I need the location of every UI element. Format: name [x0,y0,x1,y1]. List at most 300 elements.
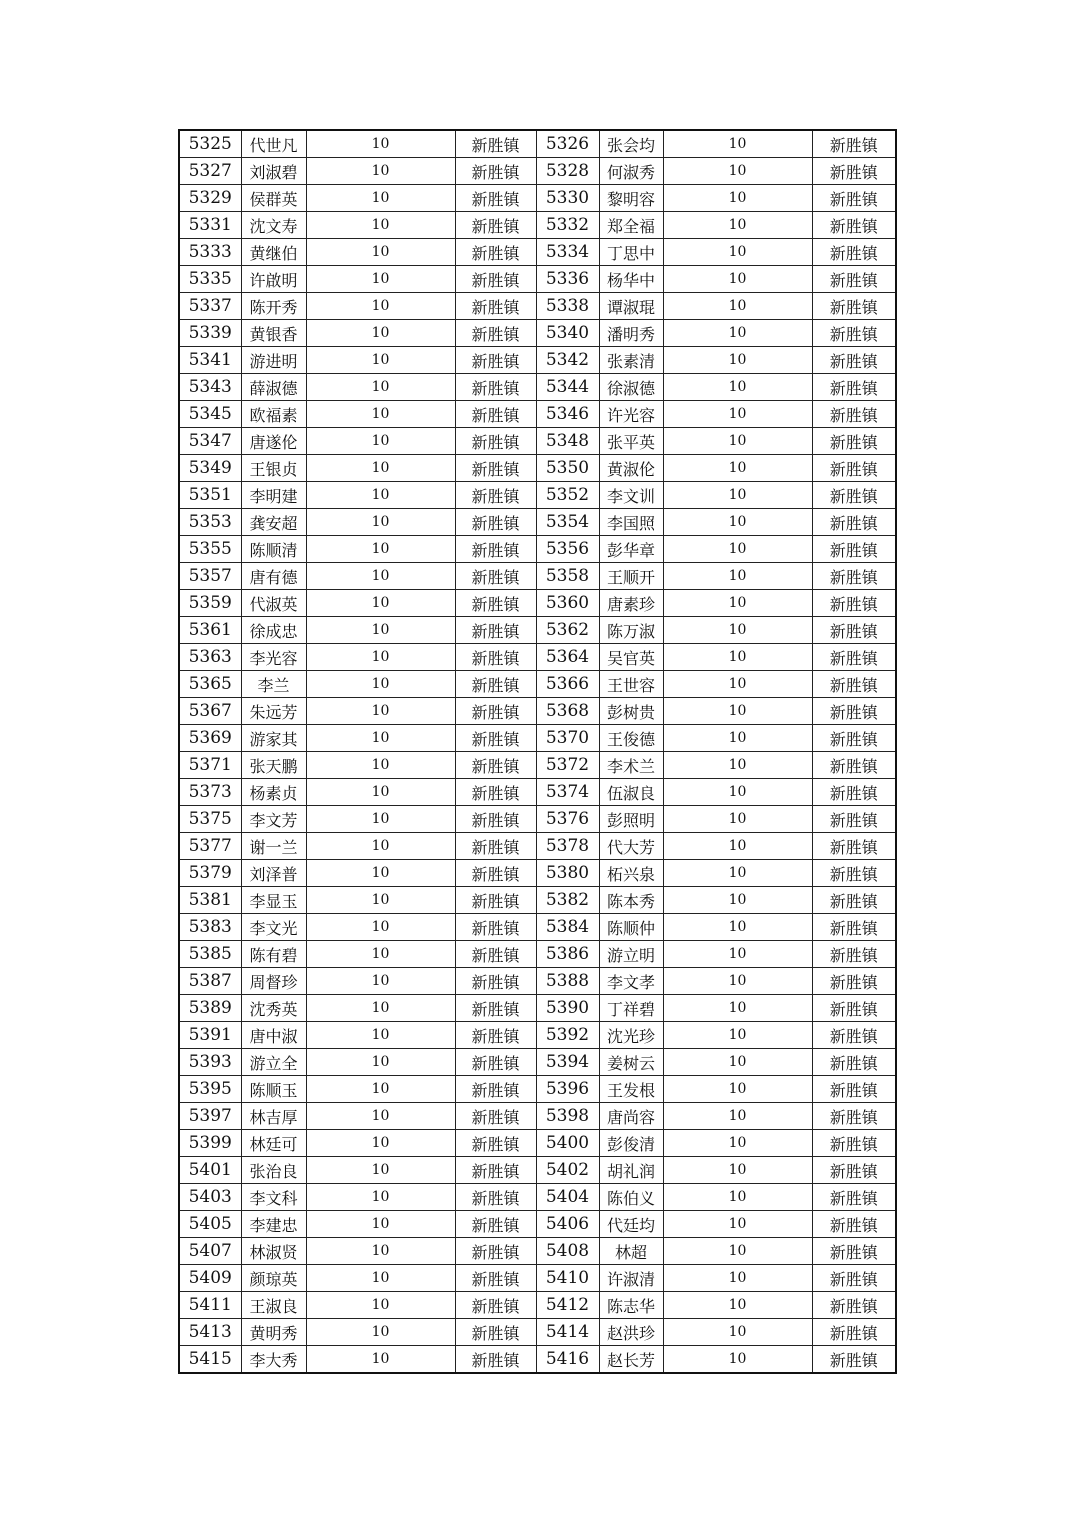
record-number-cell: 5381 [179,887,241,914]
record-number-cell: 5404 [536,1184,599,1211]
person-name-cell: 李文孝 [599,968,663,995]
table-row [179,158,896,185]
person-name-cell: 游家其 [241,725,306,752]
person-name-cell: 胡礼润 [599,1157,663,1184]
table-row [179,1265,896,1292]
town-name-cell: 新胜镇 [455,347,536,374]
person-name-cell: 朱远芳 [241,698,306,725]
record-number-cell: 5325 [179,130,241,158]
person-name-cell: 唐素珍 [599,590,663,617]
record-number-cell: 5327 [179,158,241,185]
record-number-cell: 5393 [179,1049,241,1076]
table-row [179,806,896,833]
town-name-cell: 新胜镇 [812,1130,896,1157]
amount-cell: 10 [306,1049,455,1076]
town-name-cell: 新胜镇 [455,1238,536,1265]
town-name-cell: 新胜镇 [455,1157,536,1184]
amount-cell: 10 [663,698,812,725]
record-number-cell: 5358 [536,563,599,590]
record-number-cell: 5360 [536,590,599,617]
record-number-cell: 5411 [179,1292,241,1319]
person-name-cell: 柘兴泉 [599,860,663,887]
table-row [179,320,896,347]
amount-cell: 10 [663,590,812,617]
record-number-cell: 5336 [536,266,599,293]
person-name-cell: 张素清 [599,347,663,374]
amount-cell: 10 [306,833,455,860]
record-number-cell: 5343 [179,374,241,401]
amount-cell: 10 [663,833,812,860]
amount-cell: 10 [306,1319,455,1346]
record-number-cell: 5326 [536,130,599,158]
town-name-cell: 新胜镇 [812,563,896,590]
person-name-cell: 丁思中 [599,239,663,266]
table-row [179,1211,896,1238]
town-name-cell: 新胜镇 [455,860,536,887]
record-number-cell: 5406 [536,1211,599,1238]
table-row [179,590,896,617]
person-name-cell: 林超 [599,1238,663,1265]
amount-cell: 10 [306,590,455,617]
person-name-cell: 彭树贵 [599,698,663,725]
amount-cell: 10 [663,1103,812,1130]
person-name-cell: 徐成忠 [241,617,306,644]
record-number-cell: 5370 [536,725,599,752]
town-name-cell: 新胜镇 [455,698,536,725]
record-number-cell: 5385 [179,941,241,968]
record-number-cell: 5344 [536,374,599,401]
record-number-cell: 5378 [536,833,599,860]
town-name-cell: 新胜镇 [812,1022,896,1049]
person-name-cell: 王发根 [599,1076,663,1103]
person-name-cell: 陈顺清 [241,536,306,563]
record-number-cell: 5416 [536,1346,599,1374]
amount-cell: 10 [306,401,455,428]
record-number-cell: 5374 [536,779,599,806]
record-number-cell: 5357 [179,563,241,590]
record-number-cell: 5362 [536,617,599,644]
person-name-cell: 谢一兰 [241,833,306,860]
amount-cell: 10 [663,1319,812,1346]
amount-cell: 10 [663,1211,812,1238]
person-name-cell: 游进明 [241,347,306,374]
record-number-cell: 5372 [536,752,599,779]
table-row [179,1184,896,1211]
person-name-cell: 唐遂伦 [241,428,306,455]
person-name-cell: 潘明秀 [599,320,663,347]
amount-cell: 10 [663,1184,812,1211]
amount-cell: 10 [663,455,812,482]
person-name-cell: 许淑清 [599,1265,663,1292]
amount-cell: 10 [663,212,812,239]
record-number-cell: 5399 [179,1130,241,1157]
record-number-cell: 5377 [179,833,241,860]
person-name-cell: 徐淑德 [599,374,663,401]
person-name-cell: 代大芳 [599,833,663,860]
person-name-cell: 何淑秀 [599,158,663,185]
person-name-cell: 彭照明 [599,806,663,833]
person-name-cell: 王世容 [599,671,663,698]
town-name-cell: 新胜镇 [812,401,896,428]
amount-cell: 10 [306,482,455,509]
amount-cell: 10 [306,725,455,752]
record-number-cell: 5373 [179,779,241,806]
person-name-cell: 赵洪珍 [599,1319,663,1346]
town-name-cell: 新胜镇 [455,428,536,455]
record-number-cell: 5351 [179,482,241,509]
person-name-cell: 游立明 [599,941,663,968]
person-name-cell: 李光容 [241,644,306,671]
table-row [179,563,896,590]
person-name-cell: 李明建 [241,482,306,509]
town-name-cell: 新胜镇 [812,644,896,671]
person-name-cell: 李国照 [599,509,663,536]
person-name-cell: 陈志华 [599,1292,663,1319]
person-name-cell: 林淑贤 [241,1238,306,1265]
table-row [179,644,896,671]
town-name-cell: 新胜镇 [812,212,896,239]
town-name-cell: 新胜镇 [455,914,536,941]
person-name-cell: 唐尚容 [599,1103,663,1130]
table-row [179,1130,896,1157]
person-name-cell: 龚安超 [241,509,306,536]
table-row [179,968,896,995]
amount-cell: 10 [663,1265,812,1292]
town-name-cell: 新胜镇 [812,1292,896,1319]
amount-cell: 10 [306,617,455,644]
amount-cell: 10 [663,536,812,563]
record-number-cell: 5368 [536,698,599,725]
table-row [179,1103,896,1130]
town-name-cell: 新胜镇 [812,590,896,617]
amount-cell: 10 [663,941,812,968]
record-number-cell: 5366 [536,671,599,698]
person-name-cell: 许啟明 [241,266,306,293]
town-name-cell: 新胜镇 [455,1049,536,1076]
record-number-cell: 5331 [179,212,241,239]
table-row [179,1076,896,1103]
amount-cell: 10 [663,1292,812,1319]
town-name-cell: 新胜镇 [455,617,536,644]
amount-cell: 10 [306,995,455,1022]
table-row [179,860,896,887]
amount-cell: 10 [306,1292,455,1319]
record-number-cell: 5337 [179,293,241,320]
town-name-cell: 新胜镇 [812,806,896,833]
amount-cell: 10 [306,428,455,455]
amount-cell: 10 [306,644,455,671]
table-row [179,698,896,725]
town-name-cell: 新胜镇 [812,671,896,698]
town-name-cell: 新胜镇 [455,1022,536,1049]
table-row [179,1292,896,1319]
town-name-cell: 新胜镇 [812,1265,896,1292]
town-name-cell: 新胜镇 [812,293,896,320]
record-number-cell: 5384 [536,914,599,941]
amount-cell: 10 [306,320,455,347]
person-name-cell: 代世凡 [241,130,306,158]
town-name-cell: 新胜镇 [455,130,536,158]
person-name-cell: 陈本秀 [599,887,663,914]
amount-cell: 10 [306,158,455,185]
record-number-cell: 5341 [179,347,241,374]
table-row [179,374,896,401]
record-number-cell: 5346 [536,401,599,428]
person-name-cell: 代淑英 [241,590,306,617]
table-row [179,1346,896,1374]
town-name-cell: 新胜镇 [455,671,536,698]
record-number-cell: 5354 [536,509,599,536]
record-number-cell: 5375 [179,806,241,833]
person-name-cell: 杨华中 [599,266,663,293]
person-name-cell: 陈开秀 [241,293,306,320]
town-name-cell: 新胜镇 [812,130,896,158]
person-name-cell: 张天鹏 [241,752,306,779]
town-name-cell: 新胜镇 [455,806,536,833]
amount-cell: 10 [663,266,812,293]
amount-cell: 10 [663,1022,812,1049]
town-name-cell: 新胜镇 [812,995,896,1022]
table-row [179,914,896,941]
amount-cell: 10 [306,563,455,590]
amount-cell: 10 [306,455,455,482]
person-name-cell: 颜琼英 [241,1265,306,1292]
amount-cell: 10 [306,266,455,293]
person-name-cell: 姜树云 [599,1049,663,1076]
record-number-cell: 5342 [536,347,599,374]
person-name-cell: 彭华章 [599,536,663,563]
person-name-cell: 王俊德 [599,725,663,752]
person-name-cell: 赵长芳 [599,1346,663,1374]
record-number-cell: 5382 [536,887,599,914]
amount-cell: 10 [663,671,812,698]
person-name-cell: 郑全福 [599,212,663,239]
person-name-cell: 刘泽普 [241,860,306,887]
table-row [179,130,896,158]
table-row [179,455,896,482]
record-number-cell: 5348 [536,428,599,455]
table-row [179,509,896,536]
town-name-cell: 新胜镇 [812,1346,896,1374]
record-number-cell: 5339 [179,320,241,347]
table-row [179,428,896,455]
roster-table [178,129,897,1374]
amount-cell: 10 [663,779,812,806]
table-row [179,1157,896,1184]
record-number-cell: 5380 [536,860,599,887]
amount-cell: 10 [663,644,812,671]
table-row [179,752,896,779]
record-number-cell: 5407 [179,1238,241,1265]
person-name-cell: 陈万淑 [599,617,663,644]
town-name-cell: 新胜镇 [812,320,896,347]
amount-cell: 10 [663,1049,812,1076]
person-name-cell: 丁祥碧 [599,995,663,1022]
record-number-cell: 5335 [179,266,241,293]
amount-cell: 10 [663,1346,812,1374]
amount-cell: 10 [306,1265,455,1292]
table-row [179,833,896,860]
town-name-cell: 新胜镇 [812,887,896,914]
town-name-cell: 新胜镇 [812,833,896,860]
amount-cell: 10 [663,509,812,536]
record-number-cell: 5332 [536,212,599,239]
amount-cell: 10 [306,239,455,266]
amount-cell: 10 [306,698,455,725]
town-name-cell: 新胜镇 [812,158,896,185]
person-name-cell: 黎明容 [599,185,663,212]
record-number-cell: 5367 [179,698,241,725]
amount-cell: 10 [663,806,812,833]
town-name-cell: 新胜镇 [455,455,536,482]
town-name-cell: 新胜镇 [455,563,536,590]
amount-cell: 10 [663,293,812,320]
record-number-cell: 5333 [179,239,241,266]
person-name-cell: 李建忠 [241,1211,306,1238]
town-name-cell: 新胜镇 [812,1184,896,1211]
amount-cell: 10 [306,1157,455,1184]
town-name-cell: 新胜镇 [455,509,536,536]
town-name-cell: 新胜镇 [455,482,536,509]
town-name-cell: 新胜镇 [455,212,536,239]
amount-cell: 10 [306,212,455,239]
person-name-cell: 李术兰 [599,752,663,779]
amount-cell: 10 [663,347,812,374]
record-number-cell: 5387 [179,968,241,995]
table-row [179,212,896,239]
record-number-cell: 5376 [536,806,599,833]
town-name-cell: 新胜镇 [812,266,896,293]
amount-cell: 10 [306,752,455,779]
town-name-cell: 新胜镇 [455,968,536,995]
record-number-cell: 5330 [536,185,599,212]
record-number-cell: 5390 [536,995,599,1022]
town-name-cell: 新胜镇 [455,995,536,1022]
record-number-cell: 5395 [179,1076,241,1103]
person-name-cell: 刘淑碧 [241,158,306,185]
town-name-cell: 新胜镇 [812,1157,896,1184]
town-name-cell: 新胜镇 [812,509,896,536]
town-name-cell: 新胜镇 [455,644,536,671]
amount-cell: 10 [663,617,812,644]
person-name-cell: 唐中淑 [241,1022,306,1049]
amount-cell: 10 [306,1076,455,1103]
record-number-cell: 5386 [536,941,599,968]
amount-cell: 10 [306,347,455,374]
town-name-cell: 新胜镇 [455,1292,536,1319]
town-name-cell: 新胜镇 [812,374,896,401]
table-row [179,941,896,968]
person-name-cell: 张会均 [599,130,663,158]
town-name-cell: 新胜镇 [455,158,536,185]
record-number-cell: 5349 [179,455,241,482]
amount-cell: 10 [306,1103,455,1130]
record-number-cell: 5334 [536,239,599,266]
person-name-cell: 陈伯义 [599,1184,663,1211]
amount-cell: 10 [306,671,455,698]
town-name-cell: 新胜镇 [455,779,536,806]
table-row [179,347,896,374]
record-number-cell: 5401 [179,1157,241,1184]
person-name-cell: 吴官英 [599,644,663,671]
person-name-cell: 杨素贞 [241,779,306,806]
table-row [179,995,896,1022]
amount-cell: 10 [663,968,812,995]
amount-cell: 10 [306,293,455,320]
amount-cell: 10 [306,185,455,212]
amount-cell: 10 [663,185,812,212]
record-number-cell: 5403 [179,1184,241,1211]
town-name-cell: 新胜镇 [812,1211,896,1238]
town-name-cell: 新胜镇 [455,320,536,347]
table-row [179,887,896,914]
town-name-cell: 新胜镇 [812,1049,896,1076]
person-name-cell: 黄淑伦 [599,455,663,482]
town-name-cell: 新胜镇 [455,374,536,401]
amount-cell: 10 [663,1130,812,1157]
amount-cell: 10 [663,1238,812,1265]
record-number-cell: 5397 [179,1103,241,1130]
person-name-cell: 王淑良 [241,1292,306,1319]
town-name-cell: 新胜镇 [455,590,536,617]
person-name-cell: 李文芳 [241,806,306,833]
amount-cell: 10 [306,536,455,563]
town-name-cell: 新胜镇 [455,887,536,914]
town-name-cell: 新胜镇 [812,860,896,887]
person-name-cell: 李显玉 [241,887,306,914]
table-row [179,482,896,509]
record-number-cell: 5364 [536,644,599,671]
record-number-cell: 5329 [179,185,241,212]
person-name-cell: 许光容 [599,401,663,428]
person-name-cell: 沈秀英 [241,995,306,1022]
town-name-cell: 新胜镇 [455,833,536,860]
record-number-cell: 5365 [179,671,241,698]
person-name-cell: 欧福素 [241,401,306,428]
amount-cell: 10 [663,914,812,941]
record-number-cell: 5347 [179,428,241,455]
amount-cell: 10 [306,1130,455,1157]
record-number-cell: 5402 [536,1157,599,1184]
person-name-cell: 彭俊清 [599,1130,663,1157]
amount-cell: 10 [306,1211,455,1238]
town-name-cell: 新胜镇 [455,239,536,266]
person-name-cell: 张平英 [599,428,663,455]
roster-body [179,130,896,1373]
amount-cell: 10 [663,482,812,509]
record-number-cell: 5352 [536,482,599,509]
record-number-cell: 5415 [179,1346,241,1374]
town-name-cell: 新胜镇 [455,1184,536,1211]
amount-cell: 10 [306,509,455,536]
town-name-cell: 新胜镇 [455,1211,536,1238]
person-name-cell: 黄继伯 [241,239,306,266]
person-name-cell: 谭淑琨 [599,293,663,320]
record-number-cell: 5361 [179,617,241,644]
record-number-cell: 5350 [536,455,599,482]
table-row [179,185,896,212]
amount-cell: 10 [663,887,812,914]
amount-cell: 10 [663,563,812,590]
person-name-cell: 陈顺仲 [599,914,663,941]
amount-cell: 10 [663,158,812,185]
person-name-cell: 代廷均 [599,1211,663,1238]
town-name-cell: 新胜镇 [812,482,896,509]
record-number-cell: 5412 [536,1292,599,1319]
person-name-cell: 游立全 [241,1049,306,1076]
table-row [179,1319,896,1346]
person-name-cell: 李文训 [599,482,663,509]
